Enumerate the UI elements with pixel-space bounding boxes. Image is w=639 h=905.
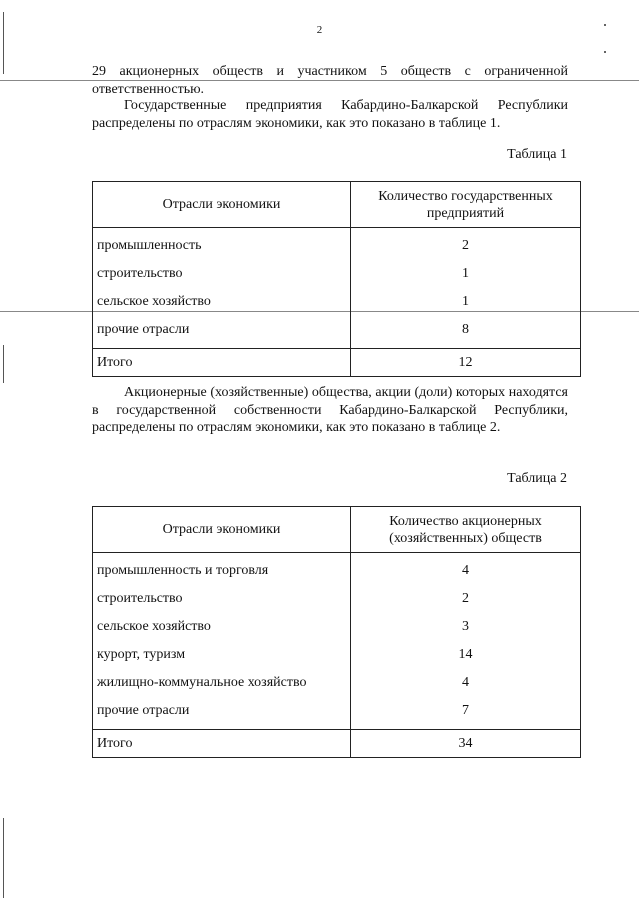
table1-caption: Таблица 1 [507,147,567,162]
table-row-value: 3 [462,619,469,634]
table-row-value: 4 [462,675,469,690]
table1-header-row [93,182,581,228]
scan-mark-left-2 [3,345,4,383]
table-row-label: жилищно-коммунальное хозяйство [97,675,307,690]
scan-mark-left-3 [3,818,4,898]
table-row-label: промышленность [97,238,202,253]
table2-caption: Таблица 2 [507,471,567,486]
table2-body [93,553,581,730]
table2-total-value: 34 [351,730,581,758]
table-row-label: прочие отрасли [97,322,190,337]
table2-header-col1: Отрасли экономики [93,507,351,553]
table-row-value: 1 [462,266,469,281]
table2-header-col2: Количество акционерных (хозяйственных) обществ [351,507,581,553]
table-row-value: 4 [462,563,469,578]
table1 [92,181,581,377]
table1-header-col1: Отрасли экономики [93,182,351,228]
table-row-value: 2 [462,238,469,253]
scan-dot-2 [604,51,606,53]
paragraph-intro-table1: Государственные предприятия Кабардино-Балкарской Республики распределены по отраслям экономики, как это показано в таблице 1. [92,98,568,131]
table-row-label: строительство [97,591,183,606]
table-row-label: строительство [97,266,183,281]
paragraph-intro-table2: Акционерные (хозяйственные) общества, акции (доли) которых находятся в государственной собственности Кабардино-Балкарской Республики, распределены по отраслям экономики, как это показано в таблице 2. [92,385,568,435]
paragraph-continuation [92,63,568,98]
paragraph-line: 29 акционерных обществ и участником 5 обществ с ограниченной [92,64,568,79]
table2-header-row [93,507,581,553]
table-row-value: 14 [458,647,473,662]
table-row-value: 1 [462,294,469,309]
table1-header-col2: Количество государственных предприятий [351,182,581,228]
table1-total-row [93,349,581,377]
table1-names-cell [93,228,351,349]
page-number: 2 [316,24,323,36]
table1-values-cell [351,228,581,349]
table-row-label: сельское хозяйство [97,294,211,309]
table-row-value: 8 [462,322,469,337]
table-row-label: курорт, туризм [97,647,186,662]
table1-total-label: Итого [93,349,351,377]
table2-values-cell [351,553,581,730]
scan-mark-left-1 [3,12,4,74]
table1-total-value: 12 [351,349,581,377]
table-row-label: прочие отрасли [97,703,190,718]
table2-total-row [93,730,581,758]
paragraph-line: ответственностью. [92,81,205,97]
table2-total-label: Итого [93,730,351,758]
table2-names-cell [93,553,351,730]
table1-body [93,228,581,349]
scan-dot-1 [604,24,606,26]
table2 [92,506,581,758]
table-row-value: 2 [462,591,469,606]
table-row-label: промышленность и торговля [97,563,269,578]
table-row-label: сельское хозяйство [97,619,211,634]
table-row-value: 7 [462,703,469,718]
